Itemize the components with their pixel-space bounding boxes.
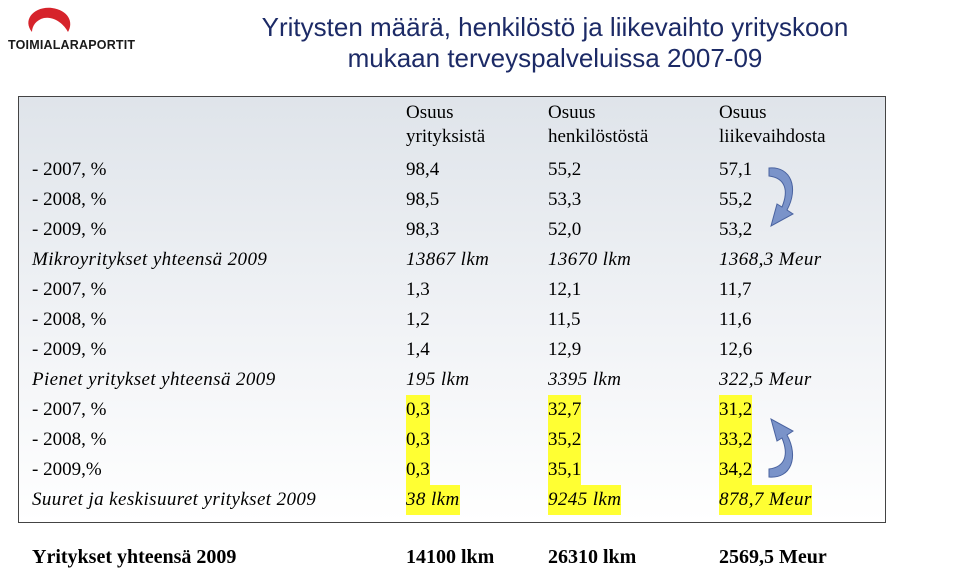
cell-liikevaihto-highlighted: 34,2: [719, 455, 752, 485]
cell-liikevaihto: 1368,3 Meur: [719, 249, 822, 270]
cell-yritykset-highlighted: 0,3: [406, 425, 430, 455]
table-row: [0, 155, 960, 185]
cell-henkilosto: 11,5: [548, 309, 581, 330]
table-row-subtotal-pienet: [0, 365, 960, 395]
cell-yritykset-highlighted: 0,3: [406, 395, 430, 425]
cell-yritykset-highlighted: 0,3: [406, 455, 430, 485]
header-osuus-yrityksista: Osuus yrityksistä: [406, 102, 486, 147]
table-row: [0, 185, 960, 215]
cell-henkilosto: 53,3: [548, 189, 582, 210]
total-liikevaihto: 2569,5 Meur: [719, 546, 827, 568]
cell-yritykset: 98,5: [406, 189, 440, 210]
table-row: [0, 395, 960, 425]
table-row: [0, 275, 960, 305]
cell-liikevaihto-highlighted: 31,2: [719, 395, 752, 425]
cell-yritykset: 1,3: [406, 279, 430, 300]
row-label: - 2007, %: [32, 279, 107, 300]
cell-henkilosto: 12,1: [548, 279, 582, 300]
row-label: - 2009,%: [32, 459, 102, 480]
cell-henkilosto-highlighted: 35,2: [548, 425, 581, 455]
header-osuus-henkilostosta: Osuus henkilöstöstä: [548, 102, 649, 147]
table-row-subtotal-suuret: [0, 485, 960, 515]
cell-yritykset: 98,4: [406, 159, 440, 180]
title-line-1: Yritysten määrä, henkilöstö ja liikevaihto yrityskoon: [261, 12, 849, 42]
cell-henkilosto: 12,9: [548, 339, 582, 360]
row-label: Mikroyritykset yhteensä 2009: [32, 249, 268, 270]
logo-swoosh-icon: [4, 2, 154, 42]
total-yritykset: 14100 lkm: [406, 546, 495, 568]
table-row: [0, 425, 960, 455]
table-row: [0, 335, 960, 365]
row-label: - 2008, %: [32, 429, 107, 450]
row-label: - 2008, %: [32, 189, 107, 210]
upward-curved-arrow-icon: [765, 405, 805, 485]
cell-henkilosto-highlighted: 32,7: [548, 395, 581, 425]
cell-henkilosto-highlighted: 35,1: [548, 455, 581, 485]
table-row-subtotal-mikro: [0, 245, 960, 275]
table-row: [0, 305, 960, 335]
cell-yritykset: 1,2: [406, 309, 430, 330]
row-label: Suuret ja keskisuuret yritykset 2009: [32, 489, 317, 510]
total-henkilosto: 26310 lkm: [548, 546, 637, 568]
cell-liikevaihto: 12,6: [719, 339, 753, 360]
row-label: - 2008, %: [32, 309, 107, 330]
header-osuus-liikevaihdosta: Osuus liikevaihdosta: [719, 102, 826, 147]
cell-liikevaihto: 11,7: [719, 279, 752, 300]
cell-yritykset: 13867 lkm: [406, 249, 490, 270]
row-label: - 2007, %: [32, 399, 107, 420]
row-label: - 2007, %: [32, 159, 107, 180]
cell-henkilosto: 3395 lkm: [548, 369, 622, 390]
row-label: - 2009, %: [32, 219, 107, 240]
title-line-2: mukaan terveyspalveluissa 2007-09: [347, 43, 763, 73]
table-row: [0, 215, 960, 245]
cell-henkilosto-highlighted: 9245 lkm: [548, 485, 621, 515]
cell-henkilosto: 13670 lkm: [548, 249, 632, 270]
cell-liikevaihto: 55,2: [719, 189, 753, 210]
cell-henkilosto: 55,2: [548, 159, 582, 180]
cell-yritykset: 195 lkm: [406, 369, 470, 390]
cell-liikevaihto-highlighted: 33,2: [719, 425, 752, 455]
table-row: [0, 455, 960, 485]
toimialaraportit-logo: [4, 2, 154, 57]
row-label: Pienet yritykset yhteensä 2009: [32, 369, 276, 390]
total-label: Yritykset yhteensä 2009: [32, 546, 237, 568]
logo-text: TOIMIALARAPORTIT: [8, 38, 136, 52]
page-title: [160, 12, 950, 74]
row-label: - 2009, %: [32, 339, 107, 360]
table-row-total: [0, 542, 960, 572]
cell-liikevaihto: 11,6: [719, 309, 752, 330]
cell-liikevaihto: 57,1: [719, 159, 753, 180]
cell-yritykset: 1,4: [406, 339, 430, 360]
cell-liikevaihto: 53,2: [719, 219, 753, 240]
cell-yritykset-highlighted: 38 lkm: [406, 485, 460, 515]
downward-curved-arrow-icon: [765, 160, 805, 240]
cell-liikevaihto: 322,5 Meur: [719, 369, 812, 390]
cell-yritykset: 98,3: [406, 219, 440, 240]
cell-liikevaihto-highlighted: 878,7 Meur: [719, 485, 812, 515]
cell-henkilosto: 52,0: [548, 219, 582, 240]
